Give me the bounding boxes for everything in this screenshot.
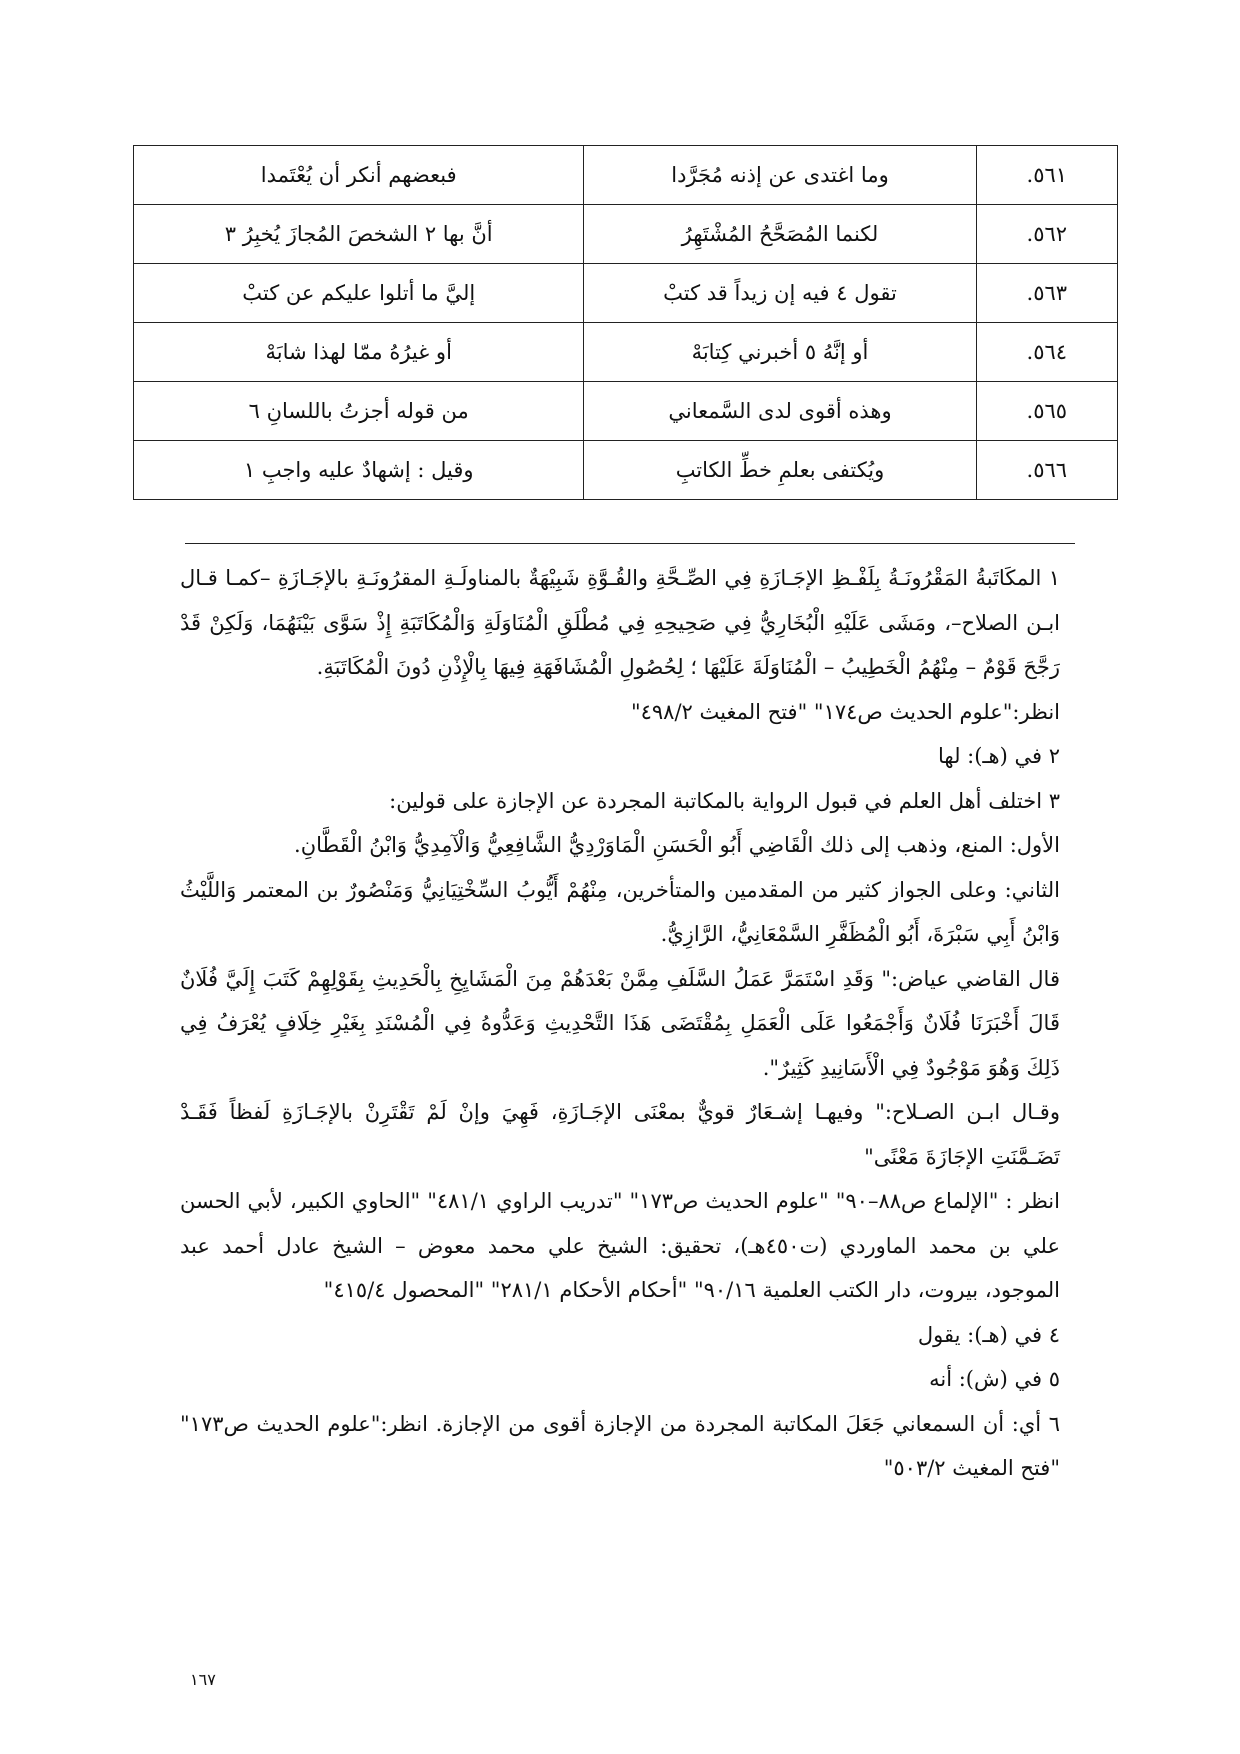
footnote-paragraph: انظر : "الإلماع ص٨٨–٩٠" "علوم الحديث ص١٧٣" "تدريب الراوي ٤٨١/١" "الحاوي الكبير، لأبي الحسن علي بن محمد الماوردي (ت٤٥٠هـ)، تحقيق: الشيخ علي محمد معوض – الشيخ عادل أحمد عبد الموجود، بيروت، دار الكتب العلمية ٩٠/١٦" "أحكام الأحكام ٢٨١/١" "المحصول ٤١٥/٤" — [180, 1189, 1060, 1302]
verse-number: ٥٦١. — [976, 146, 1117, 205]
verse-row — [134, 323, 1118, 382]
verse-number: ٥٦٤. — [976, 323, 1117, 382]
verse-first-hemistich: لكنما المُصَحَّحُ المُشْتَهِرُ — [584, 205, 976, 264]
footnote-paragraph: ١ المكَاتَبةُ المَقْرُونَـةُ بِلَفْـظِ الإجَـازَةِ فِي الصِّـحَّةِ والقُـوَّةِ شَبِيْهَةٌ بالمناولَـةِ المقرُونَـةِ بالإجَـازَةِ –كمـا قـال ابـن الصلاح–، ومَشَى عَلَيْهِ الْبُخَارِيُّ فِي صَحِيحِهِ فِي مُطْلَقِ الْمُنَاوَلَةِ وَالْمُكَاتَبَةِ إِذْ سَوَّى بَيْنَهُمَا، وَلَكِنْ قَدْ رَجَّحَ قَوْمٌ – مِنْهُمُ الْخَطِيبُ – الْمُنَاوَلَةَ عَلَيْهَا ؛ لِحُصُولِ الْمُشَافَهَةِ فِيهَا بِالْإِذْنِ دُونَ الْمُكَاتَبَةِ. — [180, 566, 1060, 679]
verse-first-hemistich: وما اغتدى عن إذنه مُجَرَّدا — [584, 146, 976, 205]
verse-row — [134, 382, 1118, 441]
footnote-separator — [185, 543, 1075, 544]
footnote-paragraph: ٢ في (هـ): لها — [937, 744, 1060, 768]
verse-number: ٥٦٣. — [976, 264, 1117, 323]
footnote-paragraph: الأول: المنع، وذهب إلى ذلك الْقَاضِي أَبُو الْحَسَنِ الْمَاوَرْدِيُّ الشَّافِعِيُّ وَالْآمِدِيُّ وَابْنُ الْقَطَّانِ. — [294, 833, 1060, 857]
footnote-paragraph: قال القاضي عياض:" وَقَدِ اسْتَمَرَّ عَمَلُ السَّلَفِ مِمَّنْ بَعْدَهُمْ مِنَ الْمَشَايِخِ بِالْحَدِيثِ بِقَوْلِهِمْ كَتَبَ إِلَيَّ فُلَانٌ قَالَ أَخْبَرَنَا فُلَانٌ وَأَجْمَعُوا عَلَى الْعَمَلِ بِمُقْتَضَى هَذَا التَّحْدِيثِ وَعَدُّوهُ فِي الْمُسْنَدِ بِغَيْرِ خِلَافٍ يُعْرَفُ فِي ذَلِكَ وَهُوَ مَوْجُودٌ فِي الْأَسَانِيدِ كَثِيرٌ". — [180, 966, 1060, 1080]
verse-first-hemistich: ويُكتفى بعلمِ خطِّ الكاتبِ — [584, 441, 976, 500]
verse-first-hemistich: أو إنَّهُ ٥ أخبرني كِتابَهْ — [584, 323, 976, 382]
verse-number: ٥٦٦. — [976, 441, 1117, 500]
footnotes — [180, 556, 1060, 1491]
verse-number: ٥٦٢. — [976, 205, 1117, 264]
verse-second-hemistich: إليَّ ما أتلوا عليكم عن كتبْ — [134, 264, 584, 323]
footnote-paragraph: انظر:"علوم الحديث ص١٧٤" "فتح المغيث ٤٩٨/٢" — [630, 699, 1060, 724]
verse-second-hemistich: أنَّ بها ٢ الشخصَ المُجازَ يُخبِرُ ٣ — [134, 205, 584, 264]
verse-first-hemistich: تقول ٤ فيه إن زيداً قد كتبْ — [584, 264, 976, 323]
footnote-paragraph: وقـال ابـن الصـلاح:" وفيهـا إشـعَارٌ قويٌّ بمعْنَى الإجَـازَةِ، فَهِيَ وإنْ لَمْ تَقْتَرِنْ بالإجَـازَةِ لَفظاً فَقَـدْ تَضَـمَّنَتِ الإجَازَةَ مَعْنًى" — [180, 1100, 1060, 1169]
footnote-paragraph: ٥ في (ش): أنه — [929, 1367, 1060, 1391]
verse-row — [134, 146, 1118, 205]
footnote-paragraph: ٤ في (هـ): يقول — [917, 1322, 1060, 1347]
verse-first-hemistich: وهذه أقوى لدى السَّمعاني — [584, 382, 976, 441]
verse-second-hemistich: من قوله أجزتُ باللسانِ ٦ — [134, 382, 584, 441]
page-number: ١٦٧ — [190, 1670, 216, 1689]
verse-second-hemistich: وقيل : إشهادٌ عليه واجبِ ١ — [134, 441, 584, 500]
verse-second-hemistich: أو غيرُهُ ممّا لهذا شابَهْ — [134, 323, 584, 382]
footnote-paragraph: الثاني: وعلى الجواز كثير من المقدمين والمتأخرين، مِنْهُمْ أَيُّوبُ السِّخْتِيَانِيُّ وَمَنْصُورٌ بن المعتمر وَاللَّيْثُ وَابْنُ أَبِي سَبْرَةَ، أَبُو الْمُظَفَّرِ السَّمْعَانِيُّ، الرَّازِيُّ. — [180, 877, 1060, 946]
verse-number: ٥٦٥. — [976, 382, 1117, 441]
verse-row — [134, 264, 1118, 323]
verse-row — [134, 441, 1118, 500]
verse-row — [134, 205, 1118, 264]
verse-second-hemistich: فبعضهم أنكر أن يُعْتَمدا — [134, 146, 584, 205]
footnote-paragraph: ٣ اختلف أهل العلم في قبول الرواية بالمكاتبة المجردة عن الإجازة على قولين: — [389, 788, 1060, 813]
verse-table — [133, 145, 1118, 500]
footnote-paragraph: ٦ أي: أن السمعاني جَعَلَ المكاتبة المجردة من الإجازة أقوى من الإجازة. انظر:"علوم الحديث ص١٧٣" "فتح المغيث ٥٠٣/٢" — [180, 1411, 1060, 1480]
